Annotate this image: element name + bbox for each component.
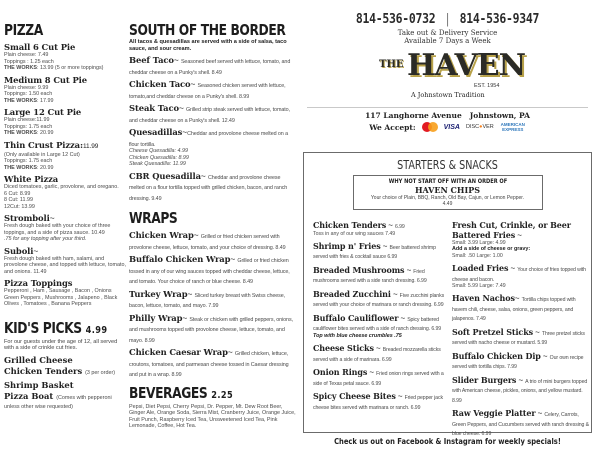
phone-1[interactable]: 814-536-0732 [355,12,436,27]
starters-right-column [452,221,590,443]
pizza-column [4,0,128,411]
address: 117 Langhorne Avenue Johnstown, PA [365,111,530,120]
menu-item-chicken-taco: Chicken Taco~ Seasoned chicken served with lettuce, tomato,and cheddar cheese on a Punky's shell. 8.99 [129,79,286,100]
social-media-note: Check us out on Facebook & Instagram for weekly specials! [334,437,561,446]
menu-item-chicken-caesar-wrap: Chicken Caesar Wrap~ Grilled chicken, lettuce, croutons, tomatoes, and parmesan cheese tossed in Caesar dressing and put in a wrap. 8.99 [129,347,289,379]
starter-buffalo-cauliflower: Buffalo Cauliflower ~ Spicy battered cauliflower bites served with a side of ranch dressing. 6.99 Top with blue cheese crumbles .75 [313,312,442,339]
pizza-section-title: PIZZA [4,21,43,39]
kids-item-pizza-boat: Pizza Boat (Comes with pepperoni unless other wise requested) [4,391,112,411]
phone-2[interactable]: 814-536-9347 [459,12,540,27]
beverages-list: Pepsi, Diet Pepsi, Cherry Pepsi, Dr. Pepper, Mt. Dew Root Beer, Ginger Ale, Orange Soda, Sierra Mist, Cranberry Juice, Orange Juice, Fruit Punch, Raspberry Iced Tea, Unsweetened Iced Tea, Pink Lemonade, Coffee, Hot Tea. [129,403,296,430]
menu-item-buffalo-chicken-wrap: Buffalo Chicken Wrap~ Grilled or fried chicken tossed in any of our wing sauces topped with cheddar cheese, lettuce, and tomato. Your choice of ranch or blue cheese. 8.49 [129,254,290,286]
divider [307,107,588,108]
menu-item-pizza-toppings: Pizza Toppings Pepperoni , Ham , Sausage , Bacon , Onions Green Peppers , Mushrooms , Jalapeno , Black Olives , Tomatoes , Banana Peppers [4,278,118,307]
header-column [299,0,596,132]
menu-item-suboli: Suboli~ Fresh dough baked with ham, salami, and provolone cheese, and topped with lettuce, tomato, and onions. 11.49 [4,245,126,275]
menu-item-philly-wrap: Philly Wrap~ Steak or chicken with grilled peppers, onions, and mushrooms topped with provolone cheese, lettuce, tomato, and mayo. 8.99 [129,312,293,344]
kids-section: KID'S PICKS 4.99 For our guests under the age of 12, all served with a side of crinkle cut fries. Grilled Cheese Chicken Tenders (3 per order) Shrimp Basket Pizza Boat (Comes with pepperoni unless other wise requested) [4,320,128,412]
starter-breaded-mushrooms: Breaded Mushrooms ~ Fried mushrooms served with a side ranch dressing. 6.99 [313,264,427,285]
menu-item-large-pie: Large 12 Cut Pie Plain cheese:11.99 Toppings: 1.75 each THE WORKS: 20.99 [4,107,82,136]
haven-logo: THE HAVEN EST. 1954 A Johnstown Tradition [379,48,526,99]
mastercard-icon [422,122,438,132]
tagline: A Johnstown Tradition [411,91,485,99]
starter-pretzel-sticks: Soft Pretzel Sticks ~ Three pretzel sticks served with nacho cheese or mustard. 5.99 [452,326,585,347]
beverages-section-title: BEVERAGES 2.25 [129,383,234,402]
starter-onion-rings: Onion Rings ~ Fried onion rings served with a side of Texas petal sauce. 6.99 [313,367,444,387]
menu-item-thin-crust: Thin Crust Pizza:11.99 (Only available in Large 12 Cut) Toppings: 1.75 each THE WORKS: 20.99 [4,139,99,171]
phone-numbers: 814-536-0732 | 814-536-9347 [355,12,540,27]
south-wraps-column: SOUTH OF THE BORDER All tacos & quesadillas are served with a side of salsa, taco sauce, and sour cream. Beef Taco~ Seasoned beef served with lettuce, tomato, and cheddar cheese on a Punky's shell. 8.49 Chicken Taco~ Seasoned chicken served with lettuce, tomato,and cheddar cheese on a Punky's shell. 8.99 Steak Taco~ Grilled strip steak served with lettuce, tomato, and cheddar cheese on a Punky's shell. 12.49 Quesadillas~Cheddar and provolone cheese melted on a flour tortilla. Cheese Quesadilla: 4.99 Chicken Quesadilla: 8.99 Steak Quesadilla: 11.99 CBR Quesadilla~ Cheddar and provolone cheese melted on a flour tortilla topped with grilled chicken, bacon, and ranch dressing. 9.49 WRAPS Chicken Wrap~ Grilled or fried chicken served with provolone cheese, lettuce, tomato, and your choice of dressing. 8.49 Buffalo Chicken Wrap~ Grilled or fried chicken tossed in any of our wing sauces topped with cheddar cheese, lettuce, and tomato. Your choice of ranch or blue cheese. 8.49 Turkey Wrap~ Sliced turkey breast with Swiss cheese, bacon, lettuce, tomato, and mayo. 7.99 Philly Wrap~ Steak or chicken with grilled peppers, onions, and mushrooms topped with provolone cheese, lettuce, tomato, and mayo. 8.99 Chicken Caesar Wrap~ Grilled chicken, lettuce, croutons, tomatoes, and parmesan cheese tossed in Caesar dressing and put in a wrap. 8.99 BEVERAGES 2.25 Pepsi, Diet Pepsi, Cherry Pepsi, Dr. Pepper, Mt. Dew Root Beer, Ginger Ale, Orange Soda, Sierra Mist, Cranberry Juice, Orange Juice, Fruit Punch, Raspberry Iced Tea, Unsweetened Iced Tea, Pink Lemonade, Coffee, Hot Tea. [129,21,296,430]
starter-chicken-tenders: Chicken Tenders ~ 6.99 Toss in any of our wing sauces 7.49 [313,220,405,237]
menu-item-white-pizza: White Pizza Diced tomatoes, garlic, provolone, and oregano. 6 Cut: 8.99 8 Cut: 11.99 12Cut: 13.99 [4,174,119,210]
kids-item-grilled-cheese: Grilled Cheese [4,354,73,365]
starter-buffalo-chicken-dip: Buffalo Chicken Dip ~ Our own recipe served with tortilla chips. 7.99 [452,350,584,371]
kids-item-chicken-tenders: Chicken Tenders (3 per order) [4,366,116,377]
starter-raw-veggie-platter: Raw Veggie Platter ~ Celery, Carrots, Green Peppers, and Cucumbers served with ranch dressing & blue cheese. 6.99 [452,408,590,438]
discover-icon: DISC●VER [465,124,494,130]
starters-left-column [313,221,451,416]
visa-icon: VISA [443,123,460,131]
menu-item-small-pie: Small 6 Cut Pie Plain cheese: 7.49 Toppings : 1.25 each THE WORKS: 13.99 (5 or more toppings) [4,42,104,71]
starters-box [303,152,592,438]
beverages-price: 2.25 [211,389,234,401]
starters-title: STARTERS & SNACKS [397,158,498,172]
kids-item-shrimp-basket: Shrimp Basket [4,379,74,390]
starter-slider-burgers: Slider Burgers ~ A trio of mini burgers topped with American cheese, pickles, onions, and yellow mustard. 8.99 [452,374,588,404]
menu-item-steak-taco: Steak Taco~ Grilled strip steak served with lettuce, tomato, and cheddar cheese on a Punky's shell. 12.49 [129,103,290,124]
starter-shrimp-fries: Shrimp n' Fries ~ Beer battered shrimp served with fries & cocktail sauce 6.99 [313,240,436,261]
menu-item-beef-taco: Beef Taco~ Seasoned beef served with lettuce, tomato, and cheddar cheese on a Punky's shell. 8.49 [129,55,291,76]
menu-item-quesadillas: Quesadillas~Cheddar and provolone cheese melted on a flour tortilla. Cheese Quesadilla: 4.99 Chicken Quesadilla: 8.99 Steak Quesadilla: 11.99 [129,127,288,168]
starter-fries: Fresh Cut, Crinkle, or Beer Battered Fries ~ Small: 3.99 Large: 4.99 Add a side of cheese or gravy: Small: .50 Large: 1.00 [452,220,571,259]
south-section-title: SOUTH OF THE BORDER [129,21,286,39]
starter-cheese-sticks: Cheese Sticks ~ Breaded mozzarella sticks served with a side of marinara. 6.99 [313,343,441,363]
payment-methods: We Accept: VISA DISC●VER AMERICAN EXPRESS [369,122,525,132]
amex-icon: AMERICAN EXPRESS [500,122,525,132]
haven-chips-box: WHY NOT START OFF WITH AN ORDER OF HAVEN CHIPS Your choice of Plain, BBQ, Ranch, Old Bay, Cajun, or Lemon Pepper. 4.49 [353,175,543,210]
menu-item-medium-pie: Medium 8 Cut Pie Plain cheese: 9.99 Toppings: 1.50 each THE WORKS: 17.99 [4,74,87,104]
menu-item-cbr-quesadilla: CBR Quesadilla~ Cheddar and provolone cheese melted on a flour tortilla topped with grilled chicken, bacon, and ranch dressing. 9.49 [129,170,288,202]
starter-haven-nachos: Haven Nachos~ Tortilla chips topped with havem chili, cheese, salsa, onions, green peppers, and jalapenos. 7.49 [452,293,576,323]
menu-item-chicken-wrap: Chicken Wrap~ Grilled or fried chicken served with provolone cheese, lettuce, tomato, and your choice of dressing. 8.49 [129,230,286,251]
menu-item-turkey-wrap: Turkey Wrap~ Sliced turkey breast with Swiss cheese, bacon, lettuce, tomato, and mayo. 7.99 [129,288,286,310]
kids-section-title: KID'S PICKS 4.99 [4,318,108,337]
wraps-section-title: WRAPS [129,209,178,228]
starter-spicy-cheese-bites: Spicy Cheese Bites ~ Fried pepper jack cheese bites served with marinara or ranch. 6.99 [313,391,443,411]
kids-price: 4.99 [85,324,108,336]
starter-breaded-zucchini: Breaded Zucchini ~ Five zucchini planks served with your choice of marinara or ranch dressing. 6.99 [313,288,445,309]
menu-item-stromboli: Stromboli~ Fresh dough baked with your choice of three toppings, and a side of pizza sauce. 10.49 .75 for any topping after your third. [4,213,111,242]
service-info: Take out & Delivery Service Available 7 Days a Week [397,29,498,45]
starter-loaded-fries: Loaded Fries ~ Your choice of fries topped with cheese and bacon. Small: 5.99 Large: 7.49 [452,263,586,290]
